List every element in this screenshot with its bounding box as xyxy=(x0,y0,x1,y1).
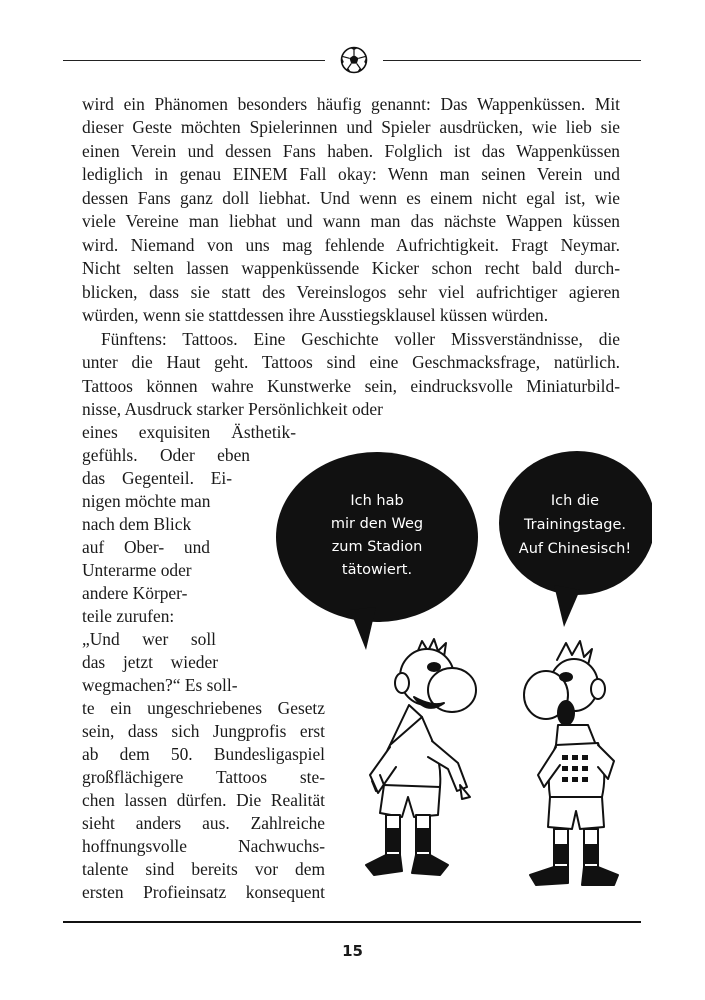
text-line: gefühls. Oder eben xyxy=(82,445,250,465)
bubble-right-line: Ich die xyxy=(550,493,600,509)
text-line: hoffnungsvolle Nachwuchs- xyxy=(82,836,325,856)
text-line: lediglich in genau EINEM Fall okay: Wenn man seinen Verein und xyxy=(82,164,620,184)
bubble-right-line: Trainingstage. xyxy=(523,517,627,533)
text-line: sieht anders aus. Zahlreiche xyxy=(82,813,325,833)
header-rule-left xyxy=(63,60,325,61)
bubble-right-line: Auf Chinesisch! xyxy=(518,541,632,557)
text-line: ersten Profieinsatz konsequent xyxy=(82,882,325,902)
text-line: eines exquisiten Ästhetik- xyxy=(82,422,296,442)
text-line: viele Vereine man liebhat und wann man das nächste Wappen küssen xyxy=(82,211,620,231)
text-line: sein, dass sich Jungprofis erst xyxy=(82,721,325,741)
text-line: unter die Haut geht. Tattoos sind eine Geschmacksfrage, natürlich. xyxy=(82,352,620,372)
text-line: nach dem Blick xyxy=(82,514,192,534)
header-rule-right xyxy=(383,60,641,61)
footer-rule xyxy=(63,921,641,923)
text-line: auf Ober- und xyxy=(82,537,210,557)
text-line: Fünftens: Tattoos. Eine Geschichte voller Missverständnisse, die xyxy=(101,329,620,349)
text-line: das Gegenteil. Ei- xyxy=(82,468,232,488)
text-line: wird. Niemand von uns mag fehlende Aufrichtigkeit. Fragt Neymar. xyxy=(82,235,620,255)
bubble-left-line: Ich hab xyxy=(350,493,404,509)
speech-bubble-left xyxy=(276,452,478,650)
text-line: „Und wer soll xyxy=(82,629,216,649)
cartoon-illustration xyxy=(262,445,652,905)
text-line: nisse, Ausdruck starker Persönlichkeit oder xyxy=(82,399,383,419)
text-line: Nicht selten lassen wappenküssende Kicker schon recht bald durch- xyxy=(82,258,620,278)
text-line: blicken, dass sie statt des Vereinslogos sehr viel aufrichtiger agieren xyxy=(82,282,620,302)
text-line: ab dem 50. Bundesligaspiel xyxy=(82,744,325,764)
soccer-ball-icon xyxy=(340,46,368,74)
text-line: teile zurufen: xyxy=(82,606,175,626)
text-line: dieser Geste möchten Spielerinnen und Spieler ausdrücken, wie lieb sie xyxy=(82,117,620,137)
text-line: Unterarme oder xyxy=(82,560,192,580)
text-line: würden, wenn sie stattdessen ihre Ausstiegsklausel küssen würden. xyxy=(82,305,549,325)
chest-tattoo xyxy=(562,755,588,782)
bubble-left-line: zum Stadion xyxy=(331,539,423,555)
page-number: 15 xyxy=(342,942,363,960)
text-line: andere Körper- xyxy=(82,583,188,603)
text-line: talente sind bereits vor dem xyxy=(82,859,325,879)
text-line: chen lassen dürfen. Die Realität xyxy=(82,790,325,810)
text-line: dessen Fans ganz doll liebhat. Und wenn es einem nicht egal ist, wie xyxy=(82,188,620,208)
bubble-left-line: tätowiert. xyxy=(341,562,413,578)
text-line: Tattoos können wahre Kunstwerke sein, eindrucksvolle Miniaturbild- xyxy=(82,376,620,396)
text-line: das jetzt wieder xyxy=(82,652,218,672)
text-line: nigen möchte man xyxy=(82,491,211,511)
text-line: einen Verein und dessen Fans haben. Folglich ist das Wappenküssen xyxy=(82,141,620,161)
cartoon-player-left xyxy=(366,639,476,875)
speech-bubble-right xyxy=(499,451,652,627)
text-line: wegmachen?“ Es soll- xyxy=(82,675,238,695)
text-line: te ein ungeschriebenes Gesetz xyxy=(82,698,325,718)
text-line: wird ein Phänomen besonders häufig genannt: Das Wappenküssen. Mit xyxy=(82,94,620,114)
bubble-left-line: mir den Weg xyxy=(330,516,424,532)
text-line: großflächigere Tattoos ste- xyxy=(82,767,325,787)
cartoon-player-right xyxy=(524,641,618,885)
